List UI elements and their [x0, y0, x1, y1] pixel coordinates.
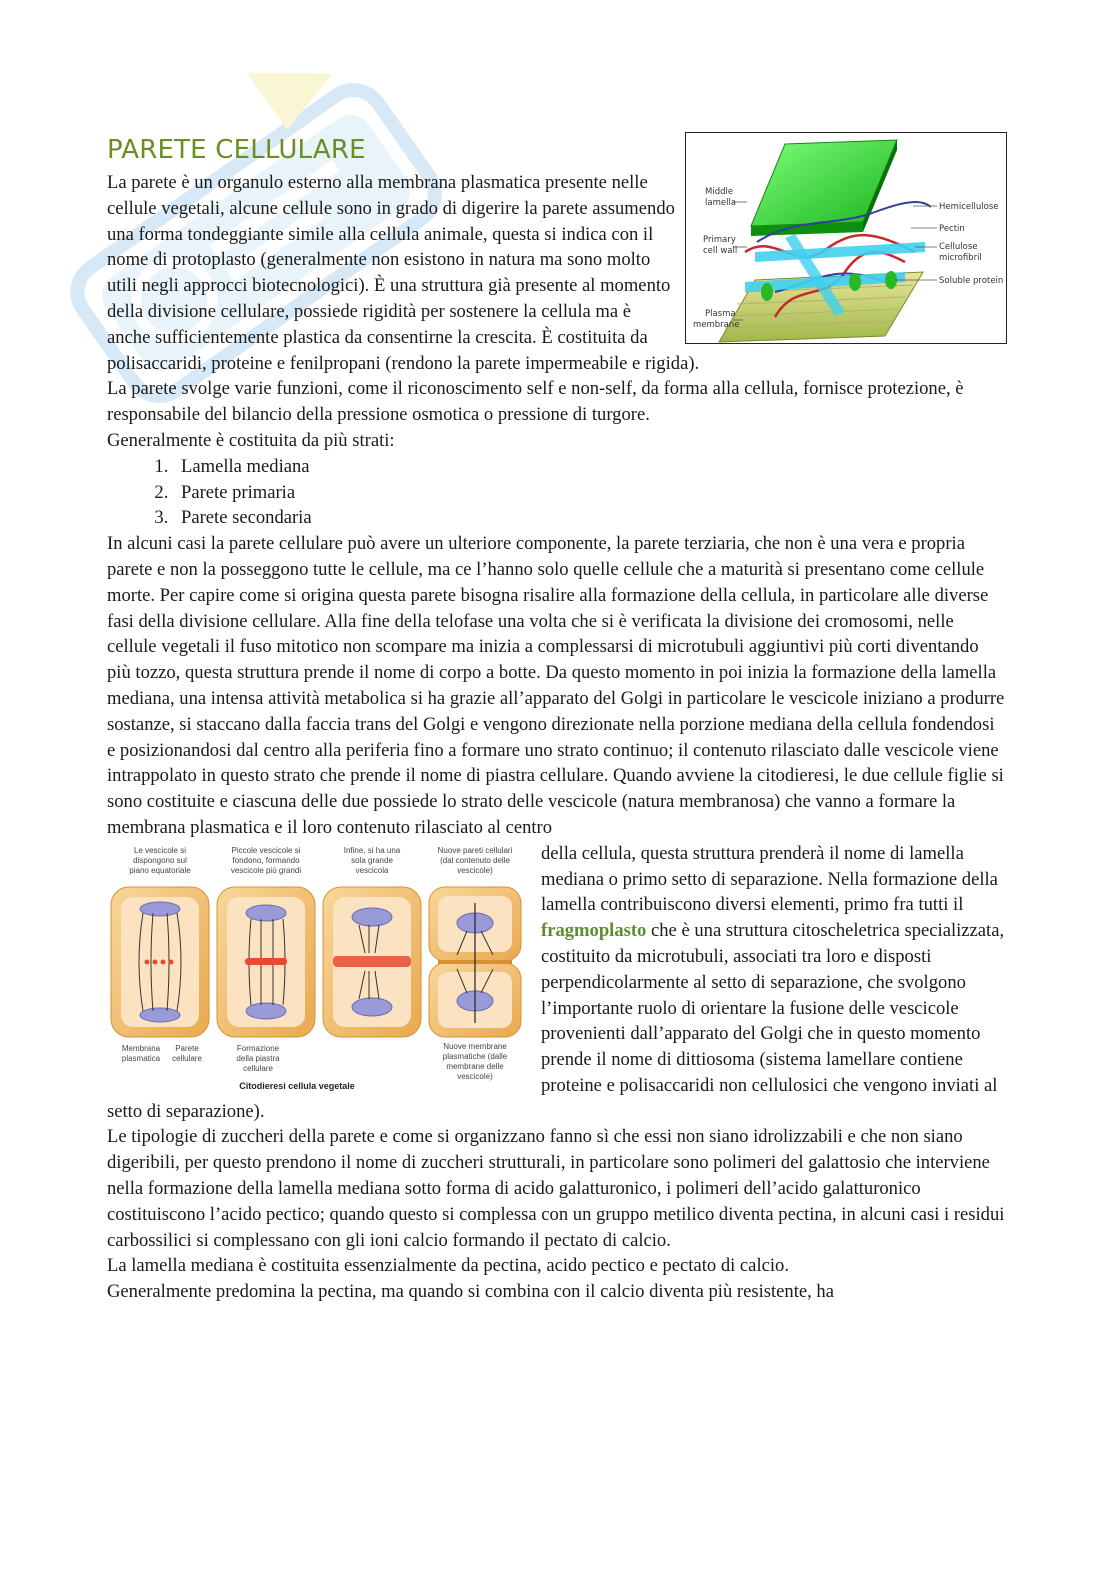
label-cellulose: Cellulose [939, 242, 978, 252]
svg-text:membrane: membrane [693, 320, 740, 330]
svg-text:cell wall: cell wall [703, 246, 738, 256]
layers-list [107, 454, 1007, 531]
svg-text:vescicola: vescicola [355, 865, 389, 875]
label-primary-wall: Primary [703, 235, 736, 245]
last-line: Generalmente predomina la pectina, ma quando si combina con il calcio diventa più resistente, ha [107, 1281, 834, 1303]
label-middle-lamella: Middle [705, 187, 734, 197]
wall-label: Parete [175, 1043, 199, 1053]
label-soluble-protein: Soluble protein [939, 276, 1004, 286]
svg-text:cellulare: cellulare [172, 1053, 202, 1063]
membrane-label: Membrana [121, 1043, 161, 1053]
intro-paragraph: La parete è un organulo esterno alla membrana plasmatica presente nelle cellule vegetali, alcune cellule sono in grado di digerire la parete assumendo una forma tondeggiante simile alla cellula animale, questa si indica con il nome di protoplasto (generalmente non esistono in natura ma sono molto utili negli approcci biotecnologici). È una struttura già presente al momento della divisione cellulare, possiede rigidità per sostenere la cellula ma è anche sufficientemente plastica da consentirne la crescita. È costituita da polisaccaridi, proteine e fenilpropani (rendono la parete impermeabile e rigida). [107, 172, 700, 374]
svg-text:vescicole più grandi: vescicole più grandi [230, 865, 302, 875]
label-pectin: Pectin [939, 224, 965, 234]
svg-text:sola grande: sola grande [351, 855, 393, 865]
svg-text:vescicole): vescicole) [457, 1071, 493, 1081]
svg-text:della piastra: della piastra [236, 1053, 280, 1063]
fragmoplasto-term: fragmoplasto [541, 920, 647, 942]
svg-text:cellulare: cellulare [243, 1063, 273, 1073]
document-page [107, 132, 1007, 1305]
cell-wall-diagram [685, 132, 1007, 344]
svg-text:plasmatica: plasmatica [121, 1053, 161, 1063]
lamella-composition: La lamella mediana è costituita essenzialmente da pectina, acido pectico e pectato di calcio. [107, 1255, 789, 1277]
step3-label: Infine, si ha una [343, 845, 401, 855]
label-plasma-membrane: Plasma [705, 309, 736, 319]
functions-paragraph: La parete svolge varie funzioni, come il riconoscimento self e non-self, da forma alla cellula, fornisce protezione, è responsabile del bilancio della pressione osmotica o pressione di turgore. [107, 378, 964, 426]
list-item: 2. Parete primaria [173, 480, 1007, 506]
list-item: 3. Parete secondaria [173, 505, 1007, 531]
svg-text:microfibril: microfibril [939, 253, 982, 263]
list-item: 1. Lamella mediana [173, 454, 1007, 480]
cytokinesis-diagram [107, 843, 525, 1095]
svg-text:membrane delle: membrane delle [446, 1061, 504, 1071]
tertiary-wall-paragraph: In alcuni casi la parete cellulare può avere un ulteriore componente, la parete terziaria, che non è una vera e propria parete e non la posseggono tutte le cellule, ma ce l’hanno solo quelle cellule che a maturità si presentano come cellule morte. Per capire come si origina questa parete bisogna risalire alla formazione della cellula, in particolare alle diverse fasi della divisione cellulare. Alla fine della telofase una volta che si è verificata la divisione dei cromosomi, nelle cellule vegetali il fuso mitotico non scompare ma inizia a complessarsi di microtubuli aggiuntivi più corti diventando più tozzo, questa struttura prende il nome di corpo a botte. Da questo momento in poi inizia la formazione della lamella mediana, una intensa attività metabolica si ha grazie all’apparato del Golgi in particolare le vescicole iniziano a produrre sostanze, si staccano dalla faccia trans del Golgi e vengono direzionate nella porzione mediana della cellula fondendosi e posizionandosi dal centro alla periferia fino a formare uno strato continuo; il contenuto rilasciato dalle vescicole viene intrappolato in questo strato che prende il nome di piastra cellulare. Quando avviene la citodieresi, le due cellule figlie si sono costituite e ciascuna delle due possiede lo strato delle vescicole (natura membranosa) che vanno a formare la membrana plasmatica e il loro contenuto rilasciato al centro [107, 533, 1005, 838]
page-title: PARETE CELLULARE [107, 135, 366, 165]
svg-text:vescicole): vescicole) [457, 865, 493, 875]
lamella-paragraph: della cellula, questa struttura prenderà il nome di lamella mediana o primo setto di separazione. Nella formazione della lamella contribuiscono diversi elementi, primo fra tutti il fragmoplasto che è una struttura citoscheletrica specializzata, costituito da microtubuli, associati tra loro e disposti perpendicolarmente al setto di separazione, che svolgono l’importante ruolo di orientare la fusione delle vescicole provenienti dall’apparato del Golgi che in questo momento prende il nome di dittiosoma (sistema lamellare contiene proteine e polisaccaridi non cellulosici che vengono inviati al setto di separazione). [107, 842, 1005, 1122]
svg-text:piano equatoriale: piano equatoriale [129, 865, 191, 875]
layers-intro: Generalmente è costituita da più strati: [107, 429, 395, 451]
svg-text:(dal contenuto delle: (dal contenuto delle [440, 855, 510, 865]
label-hemicellulose: Hemicellulose [939, 202, 999, 212]
svg-text:fondono, formando: fondono, formando [232, 855, 300, 865]
step1-label: Le vescicole si [133, 845, 187, 855]
step4-label: Nuove pareti cellulari [437, 845, 513, 855]
step2-label: Piccole vescicole si [231, 845, 301, 855]
svg-text:plasmatiche (dalle: plasmatiche (dalle [442, 1051, 508, 1061]
svg-text:dispongono sul: dispongono sul [133, 855, 187, 865]
figure-caption: Citodieresi cellula vegetale [239, 1080, 355, 1091]
sugars-paragraph: Le tipologie di zuccheri della parete e come si organizzano fanno sì che essi non siano idrolizzabili e che non siano digeribili, per questo prendono il nome di zuccheri strutturali, in particolare sono polimeri del galattosio che interviene nella formazione della lamella mediana sotto forma di acido galatturonico, i polimeri dell’acido galatturonico costituiscono l’acido pectico; quando questo si complessa con un gruppo metilico diventa pectina, in alcuni casi i residui carbossilici si complessano con gli ioni calcio formando il pectato di calcio. [107, 1126, 1005, 1251]
svg-text:lamella: lamella [705, 198, 737, 208]
plate-label: Formazione [236, 1043, 280, 1053]
new-membranes-label: Nuove membrane [443, 1041, 507, 1051]
